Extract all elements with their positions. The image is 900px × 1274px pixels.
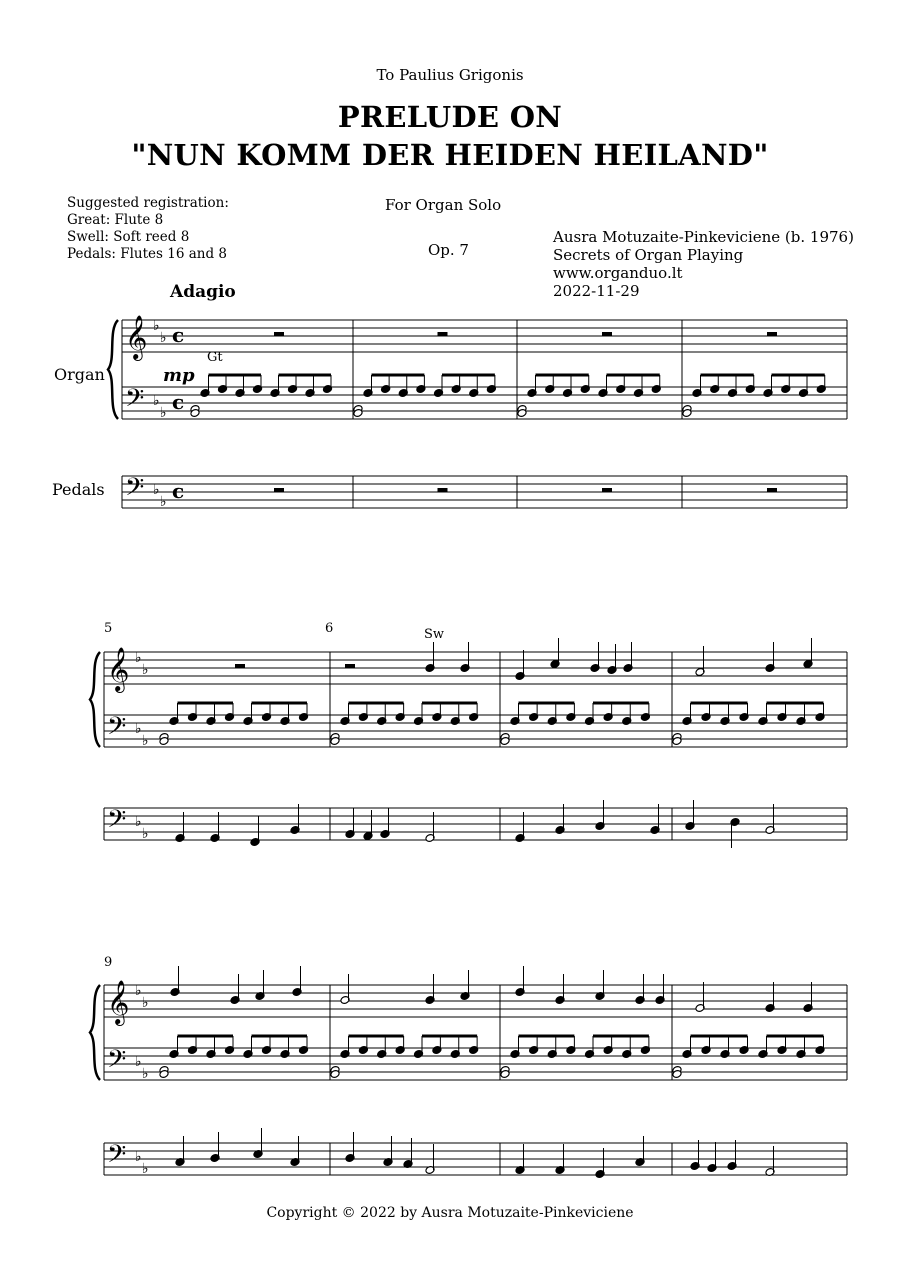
treble-staff — [122, 320, 847, 352]
flat-sign: ♭ — [135, 1149, 142, 1165]
beam — [691, 1035, 748, 1038]
half-rest — [767, 332, 777, 336]
copyright: Copyright © 2022 by Ausra Motuzaite-Pinkeviciene — [266, 1205, 634, 1221]
beam — [442, 374, 495, 377]
bass-clef: 𝄢 — [107, 712, 127, 747]
opus: Op. 7 — [428, 241, 469, 259]
brace — [90, 652, 100, 747]
flat-sign: ♭ — [135, 721, 142, 737]
brace — [108, 320, 118, 419]
common-time: c — [172, 323, 185, 347]
pedal-staff — [122, 476, 847, 508]
common-time: c — [172, 390, 185, 414]
beam — [279, 374, 332, 377]
half-rest — [274, 488, 284, 492]
measure-number-5: 5 — [104, 621, 113, 636]
half-rest — [438, 488, 448, 492]
beam — [178, 702, 234, 705]
half-rest — [345, 664, 355, 668]
treble-staff — [104, 652, 847, 684]
half-rest — [602, 332, 612, 336]
beam — [252, 702, 308, 705]
beam — [767, 702, 824, 705]
manual-great-marking: Gt — [207, 350, 223, 365]
treble-clef: 𝄞 — [107, 980, 130, 1024]
bass-clef: 𝄢 — [107, 1045, 127, 1080]
bass-clef: 𝄢 — [125, 384, 145, 419]
flat-sign: ♭ — [142, 826, 149, 842]
flat-sign: ♭ — [142, 1161, 149, 1177]
half-rest — [767, 488, 777, 492]
title-line-2: "NUN KOMM DER HEIDEN HEILAND" — [131, 138, 769, 172]
dedication: To Paulius Grigonis — [376, 66, 524, 84]
registration-swell: Swell: Soft reed 8 — [67, 229, 190, 245]
flat-sign: ♭ — [135, 814, 142, 830]
website: www.organduo.lt — [553, 264, 683, 282]
beam — [536, 374, 589, 377]
common-time: c — [172, 479, 185, 503]
treble-staff — [104, 985, 847, 1017]
flat-sign: ♭ — [160, 494, 167, 510]
beam — [372, 374, 425, 377]
subtitle: For Organ Solo — [385, 196, 502, 214]
publisher: Secrets of Organ Playing — [553, 246, 744, 264]
pedal-bass-clef: 𝄢 — [125, 473, 145, 508]
flat-sign: ♭ — [142, 1066, 149, 1082]
title-line-1: PRELUDE ON — [337, 100, 563, 134]
beam — [701, 374, 754, 377]
registration-heading: Suggested registration: — [67, 195, 229, 211]
registration-great: Great: Flute 8 — [67, 212, 164, 228]
beam — [209, 374, 262, 377]
measure-number-9: 9 — [104, 955, 113, 970]
flat-sign: ♭ — [142, 995, 149, 1011]
flat-sign: ♭ — [153, 482, 160, 498]
half-rest — [235, 664, 245, 668]
tempo-marking: Adagio — [170, 282, 236, 302]
beam — [691, 702, 748, 705]
registration-pedals: Pedals: Flutes 16 and 8 — [67, 246, 227, 262]
beam — [607, 374, 660, 377]
measure-number-6: 6 — [325, 621, 334, 636]
beam — [349, 702, 404, 705]
beam — [593, 1035, 649, 1038]
half-rest — [438, 332, 448, 336]
beam — [593, 702, 649, 705]
flat-sign: ♭ — [142, 733, 149, 749]
manual-swell-marking: Sw — [424, 627, 445, 642]
treble-clef: 𝄞 — [107, 647, 130, 691]
half-rest — [274, 332, 284, 336]
flat-sign: ♭ — [135, 983, 142, 999]
beam — [767, 1035, 824, 1038]
beam — [422, 1035, 477, 1038]
pedal-bass-clef: 𝄢 — [107, 1140, 127, 1175]
beam — [519, 702, 575, 705]
pedals-label: Pedals — [52, 480, 105, 499]
brace — [90, 985, 100, 1080]
bass-staff — [122, 387, 847, 419]
beam — [178, 1035, 234, 1038]
flat-sign: ♭ — [142, 662, 149, 678]
organ-label: Organ — [54, 365, 105, 384]
flat-sign: ♭ — [135, 650, 142, 666]
beam — [519, 1035, 575, 1038]
flat-sign: ♭ — [135, 1054, 142, 1070]
half-rest — [602, 488, 612, 492]
flat-sign: ♭ — [153, 393, 160, 409]
flat-sign: ♭ — [153, 318, 160, 334]
beam — [772, 374, 825, 377]
composer-name: Ausra Motuzaite-Pinkeviciene (b. 1976) — [553, 228, 854, 246]
pedal-bass-clef: 𝄢 — [107, 805, 127, 840]
flat-sign: ♭ — [160, 405, 167, 421]
treble-clef: 𝄞 — [125, 315, 148, 359]
beam — [422, 702, 477, 705]
dynamic-marking: mp — [163, 365, 195, 386]
beam — [349, 1035, 404, 1038]
date: 2022-11-29 — [553, 282, 640, 300]
beam — [252, 1035, 308, 1038]
flat-sign: ♭ — [160, 330, 167, 346]
